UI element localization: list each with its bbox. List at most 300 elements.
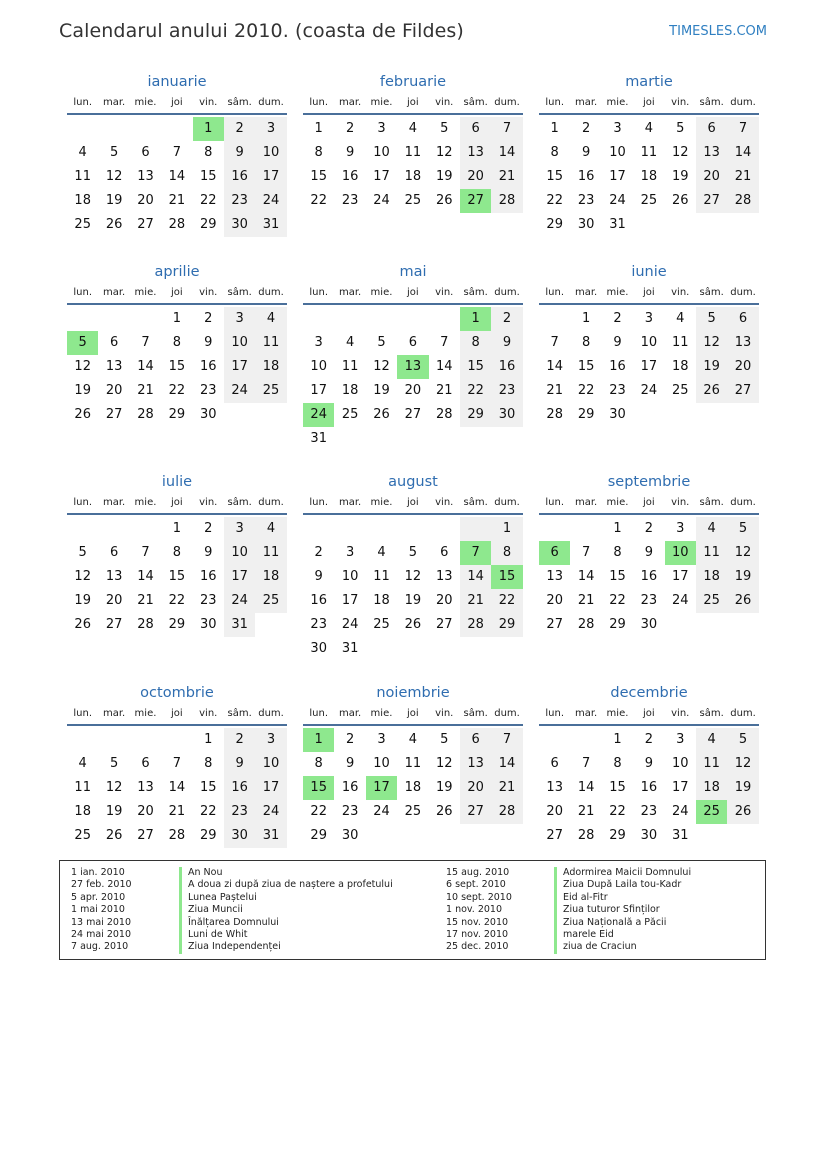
day-cell: 12: [435, 145, 453, 160]
day-empty: [665, 613, 696, 637]
day-cell: 28: [168, 828, 186, 843]
day-empty: [303, 517, 334, 541]
day-cell: 29: [168, 617, 186, 632]
day-empty: [98, 728, 129, 752]
day-cell: 23: [491, 379, 522, 403]
weekday-label: lun.: [545, 497, 565, 508]
day-cell: 13: [137, 780, 154, 795]
day-cell: 26: [671, 193, 689, 208]
month-ianuarie: [67, 72, 287, 262]
day-cell: 9: [644, 756, 653, 771]
brand-link[interactable]: TIMESLES.COM: [669, 24, 767, 39]
weekday-label: dum.: [730, 97, 756, 108]
day-cell: 31: [609, 217, 626, 232]
day-cell: 26: [404, 617, 422, 632]
day-cell: 25: [640, 193, 658, 208]
day-cell: 20: [727, 355, 758, 379]
legend-marker: [179, 904, 182, 916]
day-empty: [633, 403, 664, 427]
day-cell: 30: [310, 641, 327, 656]
month-name: octombrie: [140, 685, 214, 701]
day-cell: 2: [204, 521, 213, 536]
day-cell: 19: [435, 169, 453, 184]
day-cell: 10: [224, 541, 255, 565]
day-cell: 13: [460, 752, 491, 776]
day-cell: 15: [546, 169, 563, 184]
day-cell: 24: [255, 189, 286, 213]
day-cell: 7: [141, 335, 150, 350]
day-empty: [727, 613, 758, 637]
weekday-label: mar.: [102, 287, 126, 298]
day-cell: 18: [255, 355, 286, 379]
weekday-header: [303, 282, 523, 305]
days-grid: [67, 517, 287, 637]
day-cell: 21: [491, 165, 522, 189]
day-cell: 8: [550, 145, 559, 160]
legend-marker: [554, 892, 557, 904]
day-cell: 20: [137, 193, 154, 208]
day-cell: 27: [696, 189, 727, 213]
day-cell: 5: [676, 121, 685, 136]
weekday-label: joi: [171, 287, 183, 298]
day-cell: 9: [613, 335, 622, 350]
day-cell: 22: [546, 193, 563, 208]
day-cell: 22: [609, 804, 626, 819]
day-empty: [67, 117, 98, 141]
day-cell: 12: [74, 359, 91, 374]
day-empty: [727, 213, 758, 237]
day-cell: 29: [609, 828, 626, 843]
day-cell: 3: [224, 517, 255, 541]
day-cell: 9: [224, 141, 255, 165]
month-noiembrie: [303, 683, 523, 873]
day-cell: 23: [224, 800, 255, 824]
weekday-label: sâm.: [699, 97, 724, 108]
day-cell: 14: [435, 359, 453, 374]
day-cell: 19: [671, 169, 689, 184]
day-empty: [334, 517, 365, 541]
legend-date: 6 sept. 2010: [446, 879, 506, 891]
weekday-label: joi: [643, 287, 655, 298]
legend-holiday-name: Ziua După Laila tou-Kadr: [563, 879, 682, 891]
day-cell: 25: [74, 828, 91, 843]
legend-date: 1 nov. 2010: [446, 904, 502, 916]
day-cell: 22: [310, 804, 327, 819]
weekday-label: joi: [407, 497, 419, 508]
day-cell: 19: [404, 593, 422, 608]
day-empty: [334, 307, 365, 331]
weekday-label: mar.: [102, 97, 126, 108]
day-empty: [696, 824, 727, 848]
day-cell: 17: [255, 776, 286, 800]
legend-holiday-name: Ziua Independenței: [188, 941, 281, 953]
day-cell: 1: [613, 521, 622, 536]
legend-item: [435, 941, 691, 953]
day-cell: 24: [224, 379, 255, 403]
legend-item: [60, 917, 393, 929]
day-cell: 11: [255, 541, 286, 565]
day-cell: 28: [491, 189, 522, 213]
day-cell: 20: [460, 165, 491, 189]
legend-item: [435, 904, 691, 916]
day-cell: 23: [341, 193, 359, 208]
day-cell: 25: [255, 589, 286, 613]
days-grid: [539, 517, 759, 637]
day-cell: 28: [168, 217, 186, 232]
legend-marker: [179, 941, 182, 953]
day-cell: 4: [377, 545, 386, 560]
day-cell: 29: [546, 217, 563, 232]
weekday-header: [303, 492, 523, 515]
day-empty: [366, 427, 397, 451]
weekday-label: lun.: [73, 708, 93, 719]
day-cell: 2: [345, 121, 355, 136]
day-cell: 14: [460, 565, 491, 589]
day-cell: 2: [491, 307, 522, 331]
weekday-header: [303, 703, 523, 726]
weekday-label: mar.: [338, 97, 362, 108]
day-empty: [161, 117, 192, 141]
weekday-label: vin.: [199, 287, 218, 298]
day-cell: 9: [345, 145, 355, 160]
day-cell: 22: [199, 804, 217, 819]
day-cell: 21: [435, 383, 453, 398]
day-cell: 18: [74, 193, 91, 208]
holiday-day-cell: 7: [460, 541, 491, 565]
weekday-label: joi: [407, 708, 419, 719]
day-empty: [255, 403, 286, 427]
day-cell: 17: [609, 169, 626, 184]
day-cell: 27: [460, 800, 491, 824]
legend-date: 13 mai 2010: [71, 916, 132, 928]
day-cell: 2: [644, 521, 653, 536]
day-cell: 16: [310, 593, 327, 608]
day-cell: 28: [137, 407, 154, 422]
day-cell: 19: [373, 383, 390, 398]
weekday-label: joi: [171, 97, 183, 108]
day-cell: 3: [644, 311, 653, 326]
day-cell: 10: [640, 335, 658, 350]
day-cell: 30: [224, 824, 255, 848]
day-cell: 13: [546, 569, 563, 584]
month-name: iulie: [161, 474, 193, 490]
day-cell: 12: [105, 169, 123, 184]
day-cell: 25: [341, 407, 359, 422]
weekday-label: vin.: [435, 708, 454, 719]
weekday-label: vin.: [435, 287, 454, 298]
weekday-label: lun.: [309, 97, 329, 108]
day-empty: [397, 427, 428, 451]
weekday-label: joi: [407, 287, 419, 298]
day-empty: [397, 637, 428, 661]
day-cell: 29: [609, 617, 626, 632]
day-cell: 11: [696, 541, 727, 565]
day-cell: 3: [314, 335, 323, 350]
day-cell: 26: [435, 193, 453, 208]
day-cell: 5: [727, 517, 758, 541]
day-cell: 28: [137, 617, 154, 632]
day-cell: 23: [609, 383, 626, 398]
day-cell: 25: [671, 383, 689, 398]
day-empty: [98, 117, 129, 141]
day-empty: [460, 637, 491, 661]
day-cell: 23: [341, 804, 359, 819]
day-cell: 3: [255, 728, 286, 752]
day-cell: 17: [310, 383, 327, 398]
month-mai: [303, 262, 523, 472]
holiday-day-cell: 25: [696, 800, 727, 824]
weekday-label: mie.: [134, 97, 157, 108]
day-empty: [696, 613, 727, 637]
weekday-label: lun.: [545, 708, 565, 719]
month-name: septembrie: [607, 474, 691, 490]
day-cell: 7: [491, 117, 522, 141]
day-cell: 26: [435, 804, 453, 819]
day-cell: 24: [341, 617, 359, 632]
day-cell: 7: [581, 545, 591, 560]
day-cell: 2: [314, 545, 323, 560]
day-empty: [98, 307, 129, 331]
day-cell: 20: [404, 383, 422, 398]
day-cell: 22: [609, 593, 626, 608]
day-cell: 23: [310, 617, 327, 632]
weekday-label: mie.: [134, 287, 157, 298]
day-cell: 13: [696, 141, 727, 165]
day-cell: 24: [671, 804, 689, 819]
day-cell: 10: [255, 752, 286, 776]
day-cell: 25: [373, 617, 390, 632]
day-cell: 23: [199, 383, 217, 398]
day-empty: [67, 728, 98, 752]
legend-marker: [554, 879, 557, 891]
day-cell: 5: [696, 307, 727, 331]
weekday-label: vin.: [671, 708, 690, 719]
day-cell: 28: [435, 407, 453, 422]
day-empty: [98, 517, 129, 541]
day-cell: 29: [199, 828, 217, 843]
weekday-label: mie.: [134, 497, 157, 508]
day-cell: 8: [172, 335, 181, 350]
weekday-label: mar.: [338, 287, 362, 298]
weekday-label: sâm.: [227, 287, 252, 298]
day-empty: [130, 517, 161, 541]
legend-holiday-name: Ziua tuturor Sfinților: [563, 904, 660, 916]
legend-item: [435, 879, 691, 891]
day-cell: 30: [577, 217, 595, 232]
weekday-label: mar.: [338, 708, 362, 719]
weekday-label: lun.: [309, 708, 329, 719]
weekday-label: lun.: [73, 287, 93, 298]
day-empty: [539, 728, 570, 752]
day-empty: [460, 427, 491, 451]
day-cell: 4: [78, 756, 87, 771]
day-cell: 31: [224, 613, 255, 637]
day-cell: 18: [640, 169, 658, 184]
weekday-label: joi: [643, 97, 655, 108]
weekday-label: mie.: [606, 497, 629, 508]
days-grid: [303, 117, 523, 213]
day-cell: 7: [727, 117, 758, 141]
day-cell: 20: [105, 593, 123, 608]
month-iunie: [539, 262, 759, 472]
weekday-label: mie.: [134, 708, 157, 719]
day-cell: 13: [137, 169, 154, 184]
day-empty: [460, 824, 491, 848]
weekday-label: lun.: [309, 497, 329, 508]
day-cell: 26: [105, 828, 123, 843]
day-cell: 12: [435, 756, 453, 771]
weekday-label: dum.: [494, 497, 520, 508]
weekday-label: joi: [407, 97, 419, 108]
day-cell: 11: [671, 335, 689, 350]
day-cell: 31: [255, 213, 286, 237]
legend-column-left: [60, 867, 393, 954]
day-cell: 18: [341, 383, 359, 398]
day-cell: 26: [727, 800, 758, 824]
day-cell: 29: [577, 407, 595, 422]
day-cell: 11: [404, 756, 422, 771]
day-cell: 23: [640, 593, 658, 608]
weekday-label: dum.: [258, 497, 284, 508]
day-cell: 29: [199, 217, 217, 232]
day-empty: [696, 213, 727, 237]
day-empty: [570, 728, 601, 752]
weekday-label: sâm.: [699, 497, 724, 508]
day-cell: 16: [609, 359, 626, 374]
day-cell: 10: [310, 359, 327, 374]
day-empty: [429, 427, 460, 451]
day-cell: 3: [377, 121, 386, 136]
days-grid: [539, 728, 759, 848]
day-cell: 9: [204, 545, 213, 560]
day-cell: 2: [581, 121, 591, 136]
day-cell: 22: [460, 379, 491, 403]
day-cell: 30: [640, 617, 658, 632]
day-cell: 1: [172, 311, 181, 326]
day-empty: [397, 517, 428, 541]
day-cell: 20: [460, 776, 491, 800]
day-empty: [539, 517, 570, 541]
holiday-day-cell: 1: [460, 307, 491, 331]
month-name: aprilie: [154, 264, 200, 280]
weekday-label: sâm.: [463, 708, 488, 719]
day-empty: [161, 728, 192, 752]
legend-marker: [554, 904, 557, 916]
weekday-label: mie.: [606, 97, 629, 108]
legend-item: [435, 917, 691, 929]
day-cell: 4: [255, 517, 286, 541]
day-cell: 9: [644, 545, 653, 560]
day-cell: 26: [373, 407, 390, 422]
day-cell: 30: [341, 828, 359, 843]
day-cell: 3: [224, 307, 255, 331]
holiday-day-cell: 15: [303, 776, 334, 800]
day-cell: 12: [727, 752, 758, 776]
days-grid: [303, 307, 523, 451]
day-cell: 8: [613, 545, 622, 560]
day-cell: 26: [74, 407, 91, 422]
day-empty: [366, 824, 397, 848]
day-cell: 6: [141, 145, 150, 160]
day-cell: 22: [168, 383, 186, 398]
day-cell: 3: [377, 732, 386, 747]
month-aprilie: [67, 262, 287, 472]
day-cell: 21: [460, 589, 491, 613]
month-name: martie: [625, 74, 673, 90]
month-iulie: [67, 472, 287, 683]
weekday-label: joi: [171, 708, 183, 719]
day-empty: [429, 637, 460, 661]
day-cell: 10: [609, 145, 626, 160]
weekday-label: lun.: [545, 287, 565, 298]
day-cell: 2: [345, 732, 355, 747]
day-cell: 9: [314, 569, 323, 584]
day-cell: 15: [199, 780, 217, 795]
day-cell: 4: [696, 728, 727, 752]
day-cell: 21: [727, 165, 758, 189]
day-empty: [366, 307, 397, 331]
day-cell: 17: [224, 565, 255, 589]
day-cell: 17: [341, 593, 359, 608]
weekday-label: lun.: [73, 497, 93, 508]
day-cell: 19: [74, 593, 91, 608]
day-cell: 4: [644, 121, 653, 136]
day-cell: 7: [491, 728, 522, 752]
day-cell: 6: [460, 728, 491, 752]
day-cell: 22: [199, 193, 217, 208]
day-cell: 5: [78, 545, 87, 560]
day-cell: 14: [727, 141, 758, 165]
day-empty: [491, 637, 522, 661]
month-name: iunie: [631, 264, 667, 280]
day-cell: 1: [581, 311, 591, 326]
weekday-label: mie.: [370, 497, 393, 508]
day-empty: [67, 307, 98, 331]
day-cell: 26: [696, 379, 727, 403]
month-februarie: [303, 72, 523, 262]
day-cell: 18: [255, 565, 286, 589]
legend-marker: [179, 867, 182, 879]
day-cell: 20: [546, 804, 563, 819]
day-empty: [491, 427, 522, 451]
day-cell: 24: [609, 193, 626, 208]
day-cell: 18: [74, 804, 91, 819]
legend-item: [60, 879, 393, 891]
day-cell: 18: [696, 565, 727, 589]
weekday-label: mie.: [370, 287, 393, 298]
day-cell: 25: [404, 193, 422, 208]
day-cell: 30: [491, 403, 522, 427]
weekday-label: sâm.: [227, 97, 252, 108]
day-cell: 27: [435, 617, 453, 632]
month-septembrie: [539, 472, 759, 683]
weekday-label: vin.: [671, 97, 690, 108]
day-cell: 30: [199, 617, 217, 632]
day-cell: 6: [696, 117, 727, 141]
weekday-label: sâm.: [463, 97, 488, 108]
day-cell: 15: [168, 359, 186, 374]
day-cell: 10: [255, 141, 286, 165]
day-cell: 15: [310, 169, 327, 184]
weekday-header: [67, 92, 287, 115]
weekday-label: vin.: [671, 497, 690, 508]
day-cell: 24: [255, 800, 286, 824]
day-cell: 16: [199, 569, 217, 584]
day-cell: 8: [204, 756, 213, 771]
day-cell: 2: [224, 728, 255, 752]
weekday-label: vin.: [199, 497, 218, 508]
legend-marker: [179, 929, 182, 941]
